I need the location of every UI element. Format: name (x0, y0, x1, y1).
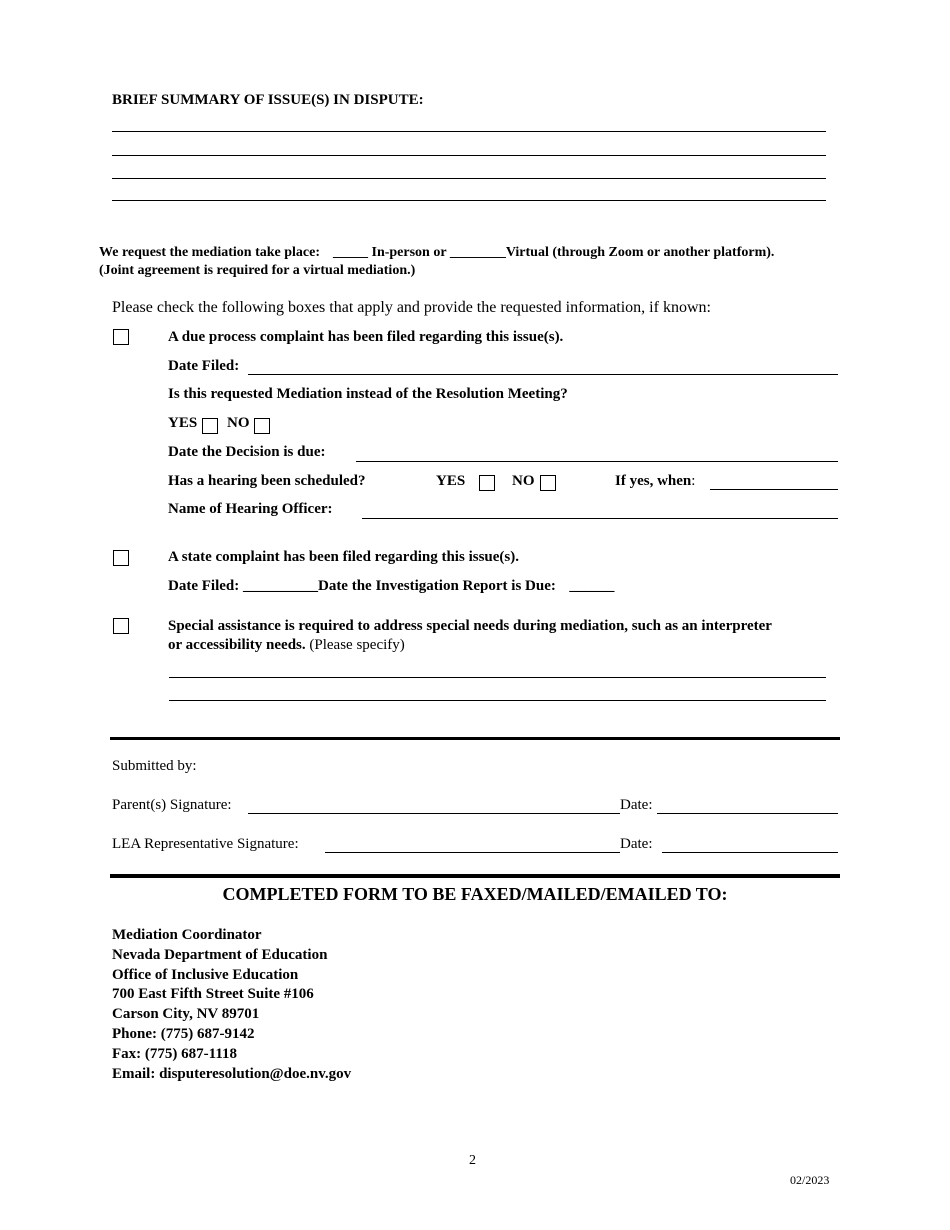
revision-date: 02/2023 (790, 1173, 830, 1187)
parent-date-field[interactable] (657, 813, 838, 814)
address-line: Office of Inclusive Education (112, 966, 299, 983)
hearing-when-field[interactable] (710, 489, 838, 490)
hearing-no-checkbox[interactable] (540, 475, 556, 491)
special-assistance-line-1[interactable] (169, 677, 826, 678)
fax-line: Fax: (775) 687-1118 (112, 1045, 237, 1062)
state-date-filed-blank[interactable]: __________ (242, 578, 318, 594)
due-process-date-filed-field[interactable] (248, 374, 838, 375)
summary-line-2[interactable] (112, 155, 826, 156)
summary-heading: BRIEF SUMMARY OF ISSUE(S) IN DISPUTE: (112, 92, 424, 108)
lea-signature-label: LEA Representative Signature: (112, 836, 299, 852)
state-complaint-label: A state complaint has been filed regarding this issue(s). (168, 549, 519, 565)
resolution-question: Is this requested Mediation instead of the Resolution Meeting? (168, 386, 568, 402)
decision-due-label: Date the Decision is due: (168, 444, 326, 460)
special-assistance-checkbox[interactable] (113, 618, 129, 634)
address-line: Carson City, NV 89701 (112, 1006, 260, 1023)
summary-line-1[interactable] (112, 131, 826, 132)
inperson-blank[interactable]: _____ (333, 245, 368, 260)
decision-due-field[interactable] (356, 461, 838, 462)
resolution-yes-checkbox[interactable] (202, 418, 218, 434)
phone-line: Phone: (775) 687-9142 (112, 1025, 255, 1042)
joint-agreement-note: (Joint agreement is required for a virtual mediation.) (99, 263, 416, 278)
lea-date-field[interactable] (662, 852, 838, 853)
due-process-date-filed-label: Date Filed: (168, 358, 240, 374)
address-line: Nevada Department of Education (112, 946, 328, 963)
if-yes-when-colon: : (691, 473, 696, 489)
hearing-yes-checkbox[interactable] (479, 475, 495, 491)
hearing-question: Has a hearing been scheduled? (168, 473, 366, 489)
mediation-location-line (99, 245, 774, 261)
section-divider-top (110, 737, 840, 740)
mediation-request-label: We request the mediation take place: (99, 245, 320, 260)
if-yes-when-label (615, 473, 695, 490)
virtual-label: Virtual (through Zoom or another platform). (505, 245, 775, 260)
send-to-heading: COMPLETED FORM TO BE FAXED/MAILED/EMAILED TO: (222, 884, 728, 904)
resolution-yes-label: YES (168, 415, 198, 431)
state-complaint-checkbox[interactable] (113, 550, 129, 566)
address-line: 700 East Fifth Street Suite #106 (112, 986, 314, 1003)
special-assistance-specify: (Please specify) (309, 637, 405, 653)
lea-signature-field[interactable] (325, 852, 620, 853)
report-due-blank[interactable]: ______ (569, 578, 615, 594)
address-line: Mediation Coordinator (112, 927, 262, 943)
due-process-label: A due process complaint has been filed regarding this issue(s). (168, 329, 564, 345)
lea-date-label: Date: (620, 836, 653, 852)
special-assistance-line-2[interactable] (169, 700, 826, 701)
parent-signature-label: Parent(s) Signature: (112, 797, 232, 813)
summary-line-3[interactable] (112, 178, 826, 179)
special-assistance-label-2 (168, 637, 405, 654)
due-process-checkbox[interactable] (113, 329, 129, 345)
instructions-text: Please check the following boxes that apply and provide the requested information, if known: (112, 299, 711, 316)
email-line: Email: disputeresolution@doe.nv.gov (112, 1065, 352, 1082)
virtual-blank[interactable]: ________ (449, 245, 506, 260)
submitted-by-label: Submitted by: (112, 758, 197, 774)
resolution-no-checkbox[interactable] (254, 418, 270, 434)
inperson-label: In-person or (371, 245, 447, 260)
state-date-filed-label: Date Filed: (168, 578, 240, 594)
special-assistance-label-1: Special assistance is required to address special needs during mediation, such as an interpreter (168, 618, 772, 634)
page-number: 2 (469, 1153, 476, 1168)
summary-line-4[interactable] (112, 200, 826, 201)
resolution-no-label: NO (227, 415, 250, 431)
hearing-officer-label: Name of Hearing Officer: (168, 501, 333, 517)
hearing-officer-field[interactable] (362, 518, 838, 519)
parent-signature-field[interactable] (248, 813, 620, 814)
if-yes-when-text: If yes, when (615, 473, 692, 489)
parent-date-label: Date: (620, 797, 653, 813)
hearing-no-label: NO (512, 473, 535, 489)
section-divider-bottom (110, 874, 840, 878)
special-assistance-bold: or accessibility needs. (168, 637, 306, 653)
hearing-yes-label: YES (436, 473, 466, 489)
state-complaint-dates-line (168, 578, 614, 595)
report-due-label: Date the Investigation Report is Due: (317, 578, 556, 594)
address-block (112, 926, 351, 1084)
